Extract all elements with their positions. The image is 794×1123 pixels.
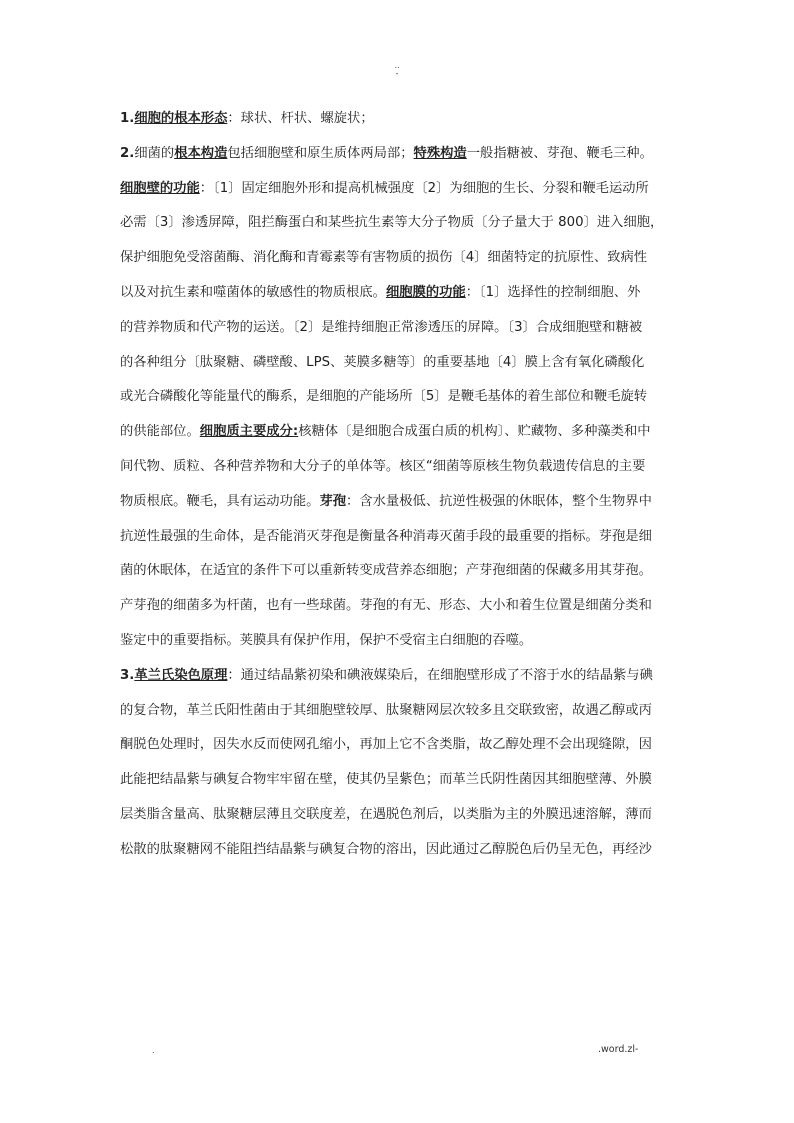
body-text: ：含水量极低、抗逆性极强的休眠体，整个生物界中 xyxy=(346,493,652,509)
body-text: 鉴定中的重要指标。荚膜具有保护作用，保护不受宿主白细胞的吞噬。 xyxy=(120,632,533,648)
body-text: 此能把结晶紫与碘复合物牢牢留在壁，使其仍呈紫色；而革兰氏阴性菌因其细胞壁薄、外膜 xyxy=(120,772,652,788)
body-text: 细菌的 xyxy=(134,145,175,161)
bold-text: 2. xyxy=(120,145,135,161)
body-text: 包括细胞壁和原生质体两局部； xyxy=(227,145,414,161)
paragraph-line xyxy=(120,206,680,241)
paragraph-line xyxy=(120,589,680,624)
footer-left-mark: . xyxy=(152,1046,155,1055)
body-text: 或光合磷酸化等能量代的酶系，是细胞的产能场所〔5〕是鞭毛基体的着生部位和鞭毛旋转 xyxy=(120,389,648,405)
paragraph-line xyxy=(120,276,680,311)
body-text: ：〔1〕固定细胞外形和提高机械强度〔2〕为细胞的生长、分裂和鞭毛运动所 xyxy=(199,180,649,196)
paragraph-line xyxy=(120,520,680,555)
paragraph-line xyxy=(120,694,680,729)
paragraph-line xyxy=(120,554,680,589)
paragraph-line xyxy=(120,102,680,137)
paragraph-line xyxy=(120,450,680,485)
paragraph-line xyxy=(120,485,680,520)
body-text: 以及对抗生素和噬菌体的敏感性的物质根底。 xyxy=(120,284,386,300)
body-text: 层类脂含量高、肽聚糖层薄且交联度差，在遇脱色剂后，以类脂为主的外膜迅速溶解，薄而 xyxy=(120,806,652,822)
bold-text: 芽孢 xyxy=(319,493,347,509)
document-body xyxy=(120,102,680,868)
paragraph-line xyxy=(120,763,680,798)
body-text: 产芽孢的细菌多为杆菌，也有一些球菌。芽孢的有无、形态、大小和着生位置是细菌分类和 xyxy=(120,598,652,614)
section-heading: 细胞的根本形态 xyxy=(134,111,228,126)
body-text: 间代物、质粒、各种营养物和大分子的单体等。核区“细菌等原核生物负载遗传信息的主要 xyxy=(120,458,646,474)
body-text: 的供能部位。 xyxy=(120,424,200,440)
section-heading: 细胞膜的功能 xyxy=(385,284,466,300)
body-text: ：球状、杆状、螺旋状； xyxy=(227,111,374,126)
body-text: 保护细胞免受溶菌酶、消化酶和青霉素等有害物质的损伤〔4〕细菌特定的抗原性、致病性 xyxy=(120,250,648,266)
page-header xyxy=(0,62,794,78)
paragraph-line xyxy=(120,415,680,450)
section-heading: 根本构造 xyxy=(174,145,228,161)
paragraph-line xyxy=(120,241,680,276)
body-text: 核糖体〔是细胞合成蛋白质的机构〕、贮藏物、多种藻类和中 xyxy=(298,424,651,440)
paragraph-line xyxy=(120,137,680,172)
body-text: 物质根底。鞭毛，具有运动功能。 xyxy=(120,493,320,509)
header-mark-top: .. xyxy=(394,61,400,70)
paragraph-line xyxy=(120,172,680,207)
footer-watermark: .word.zl- xyxy=(598,1044,639,1055)
section-heading: 革兰氏染色原理 xyxy=(134,667,228,683)
body-text: ：〔1〕选择性的控制细胞、外 xyxy=(465,284,641,300)
paragraph-line xyxy=(120,311,680,346)
paragraph-line xyxy=(120,728,680,763)
section-heading: 特殊构造 xyxy=(413,145,467,161)
body-text: 必需〔3〕渗透屏障，阻拦酶蛋白和某些抗生素等大分子物质〔分子量大于 800〕进入细胞， xyxy=(120,215,664,231)
paragraph-line xyxy=(120,659,680,694)
body-text: 抗逆性最强的生命体，是否能消灭芽孢是衡量各种消毒灭菌手段的最重要的指标。芽孢是细 xyxy=(120,528,652,544)
body-text: 一般指糖被、芽孢、鞭毛三种。 xyxy=(466,145,653,161)
body-text: 松散的肽聚糖网不能阻挡结晶紫与碘复合物的溶出，因此通过乙醇脱色后仍呈无色，再经沙 xyxy=(120,841,652,857)
body-text: 的复合物，革兰氏阳性菌由于其细胞壁较厚、肽聚糖网层次较多且交联致密，故遇乙醇或丙 xyxy=(120,702,652,718)
header-mark-bottom: - xyxy=(395,69,399,78)
body-text: 的营养物质和代产物的运送。〔2〕是维持细胞正常渗透压的屏障。〔3〕合成细胞壁和糖被 xyxy=(120,319,643,335)
body-text: 的各种组分〔肽聚糖、磷壁酸、LPS、荚膜多糖等〕的重要基地〔4〕膜上含有氧化磷酸化 xyxy=(120,354,645,370)
paragraph-line xyxy=(120,346,680,381)
bold-text: 3. xyxy=(120,667,135,683)
body-text: 菌的休眠体，在适宜的条件下可以重新转变成营养态细胞；产芽孢细菌的保藏多用其芽孢。 xyxy=(120,563,652,579)
section-heading: 细胞质主要成分: xyxy=(199,424,299,440)
bold-text: 1. xyxy=(120,111,135,126)
paragraph-line xyxy=(120,833,680,868)
paragraph-line xyxy=(120,624,680,659)
paragraph-line xyxy=(120,380,680,415)
section-heading: 细胞壁的功能 xyxy=(120,180,200,196)
body-text: 酮脱色处理时，因失水反而使网孔缩小，再加上它不含类脂，故乙醇处理不会出现缝隙，因 xyxy=(120,737,652,753)
paragraph-line xyxy=(120,798,680,833)
body-text: ：通过结晶紫初染和碘液媒染后，在细胞壁形成了不溶于水的结晶紫与碘 xyxy=(227,667,653,683)
